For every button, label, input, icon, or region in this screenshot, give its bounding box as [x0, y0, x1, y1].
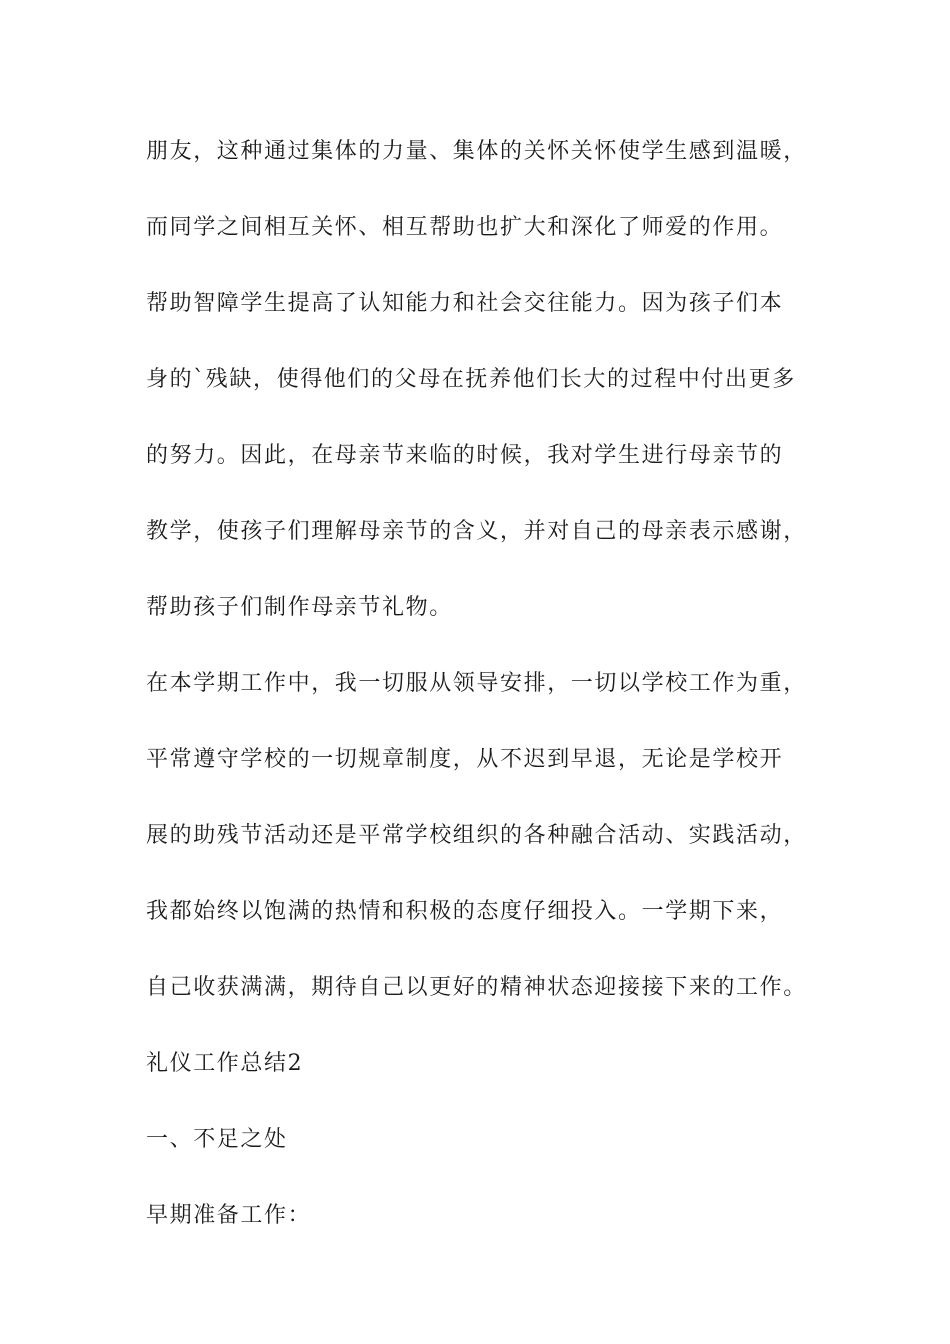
paragraph-line: 朋友，这种通过集体的力量、集体的关怀关怀使学生感到温暖，: [146, 139, 807, 164]
paragraph-line: 的努力。因此，在母亲节来临的时候，我对学生进行母亲节的: [146, 443, 784, 468]
paragraph-line: 平常遵守学校的一切规章制度，从不迟到早退，无论是学校开: [146, 747, 784, 772]
subsection-label: 早期准备工作：: [146, 1203, 312, 1228]
paragraph-line: 帮助孩子们制作母亲节礼物。: [146, 595, 453, 620]
paragraph-line: 我都始终以饱满的热情和积极的态度仔细投入。一学期下来，: [146, 899, 784, 924]
paragraph-line: 在本学期工作中，我一切服从领导安排，一切以学校工作为重，: [146, 671, 807, 696]
paragraph-line: 而同学之间相互关怀、相互帮助也扩大和深化了师爱的作用。: [146, 215, 784, 240]
paragraph-line: 帮助智障学生提高了认知能力和社会交往能力。因为孩子们本: [146, 291, 784, 316]
paragraph-line: 教学，使孩子们理解母亲节的含义，并对自己的母亲表示感谢，: [146, 519, 807, 544]
paragraph-line: 展的助残节活动还是平常学校组织的各种融合活动、实践活动，: [146, 823, 807, 848]
paragraph-line: 身的`残缺，使得他们的父母在抚养他们长大的过程中付出更多: [146, 367, 796, 392]
section-title: 礼仪工作总结2: [146, 1051, 304, 1076]
paragraph-line: 自己收获满满，期待自己以更好的精神状态迎接接下来的工作。: [146, 975, 807, 1000]
subsection-heading: 一、不足之处: [146, 1127, 288, 1152]
